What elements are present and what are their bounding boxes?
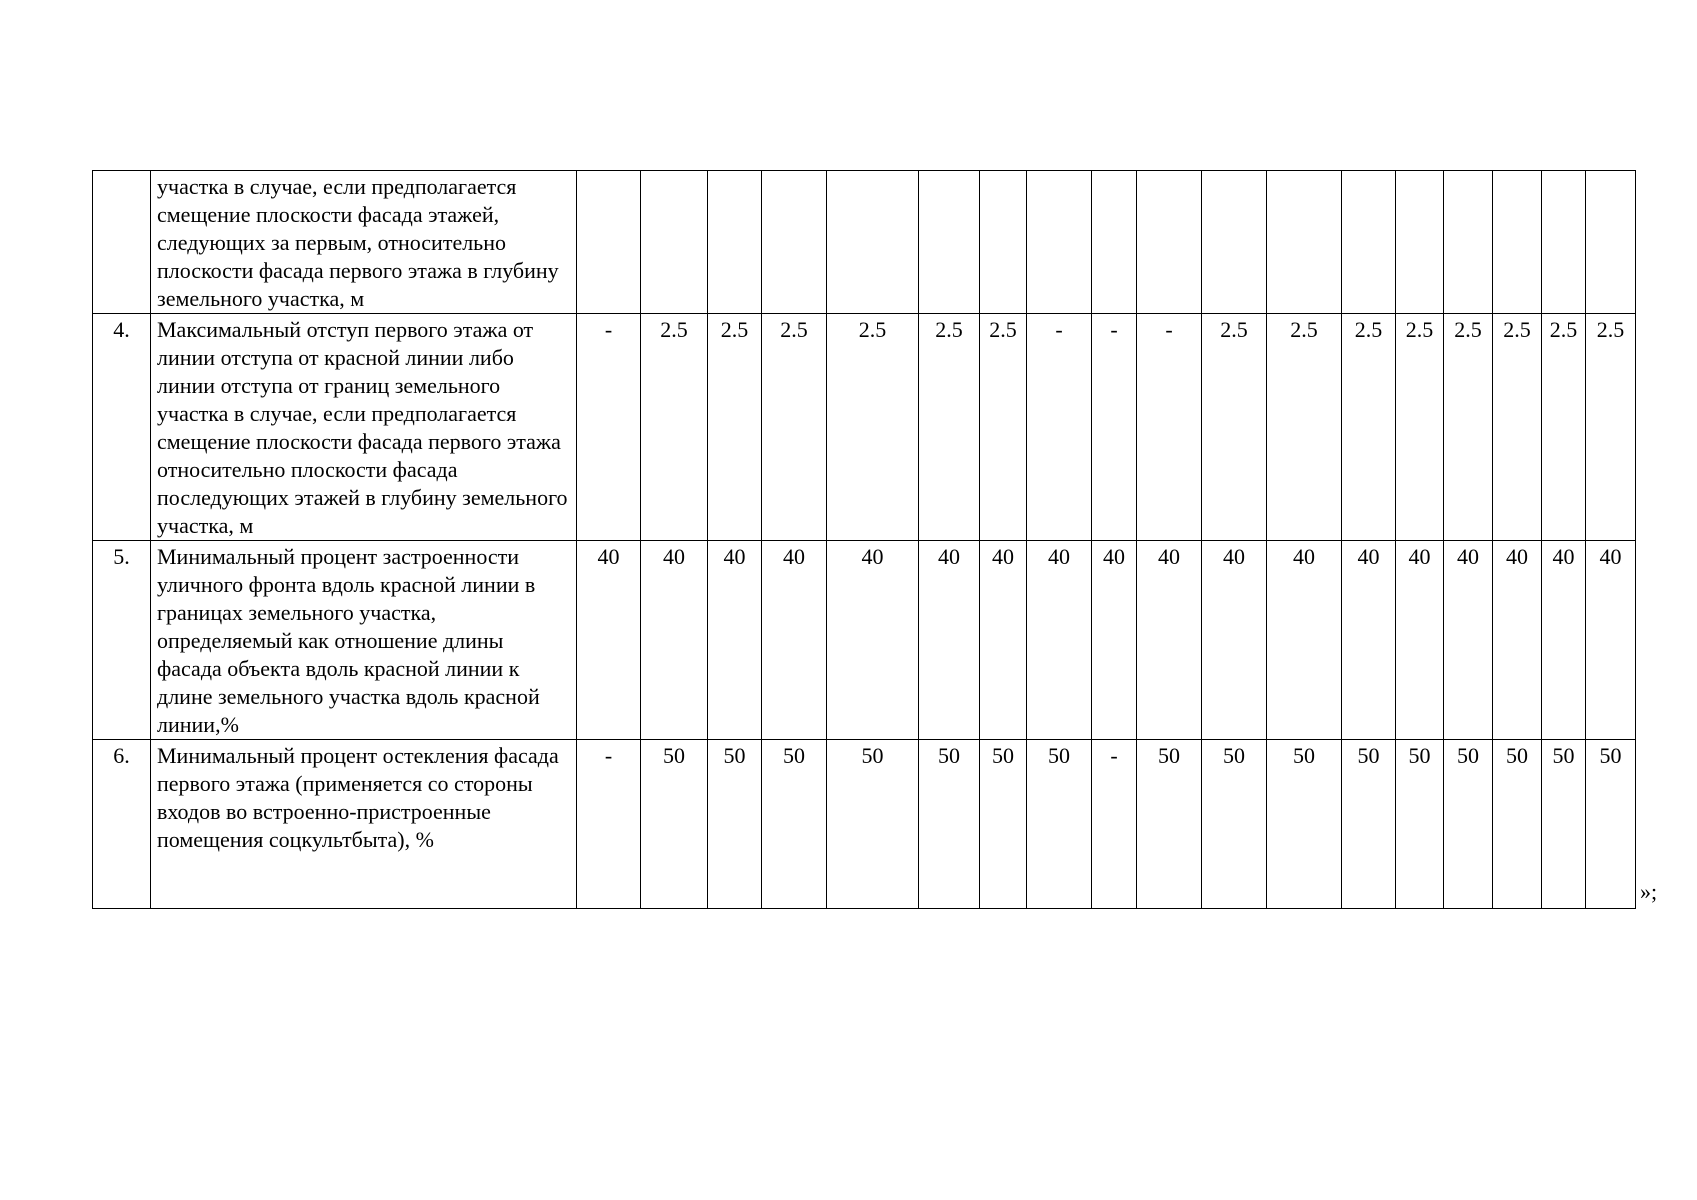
value-cell: 50 xyxy=(1137,740,1202,909)
value-cell xyxy=(762,171,827,314)
value-cell xyxy=(1202,171,1267,314)
value-cell: 2.5 xyxy=(1586,314,1636,541)
value-cell xyxy=(827,171,919,314)
value-cell: 40 xyxy=(1027,541,1092,740)
value-cell: 50 xyxy=(1493,740,1542,909)
row-description: участка в случае, если предполагается смещение плоскости фасада этажей, следующих за первым, относительно плоскости фасада первого этажа в глубину земельного участка, м xyxy=(151,171,577,314)
value-cell: 40 xyxy=(577,541,641,740)
value-cell: - xyxy=(577,740,641,909)
value-cell: 40 xyxy=(762,541,827,740)
value-cell: 40 xyxy=(1542,541,1586,740)
value-cell xyxy=(1542,171,1586,314)
value-cell xyxy=(919,171,980,314)
value-cell: 50 xyxy=(641,740,708,909)
value-cell: 2.5 xyxy=(1342,314,1396,541)
value-cell: 2.5 xyxy=(1493,314,1542,541)
value-cell: 2.5 xyxy=(762,314,827,541)
value-cell xyxy=(577,171,641,314)
value-cell: - xyxy=(1092,740,1137,909)
row-number: 6. xyxy=(93,740,151,909)
value-cell: 2.5 xyxy=(827,314,919,541)
row-number xyxy=(93,171,151,314)
row-description: Минимальный процент застроенности уличного фронта вдоль красной линии в границах земельного участка, определяемый как отношение длины фасада объекта вдоль красной линии к длине земельного участка вдоль красной линии,% xyxy=(151,541,577,740)
value-cell: 40 xyxy=(1586,541,1636,740)
value-cell xyxy=(1493,171,1542,314)
value-cell: 50 xyxy=(1586,740,1636,909)
value-cell: 40 xyxy=(1396,541,1444,740)
value-cell: 50 xyxy=(1027,740,1092,909)
value-cell: - xyxy=(1137,314,1202,541)
table-row xyxy=(93,314,1636,541)
row-description: Максимальный отступ первого этажа от линии отступа от красной линии либо линии отступа от границ земельного участка в случае, если предполагается смещение плоскости фасада первого этажа относительно плоскости фасада последующих этажей в глубину земельного участка, м xyxy=(151,314,577,541)
value-cell: 40 xyxy=(1202,541,1267,740)
value-cell: 2.5 xyxy=(1202,314,1267,541)
value-cell: 40 xyxy=(1137,541,1202,740)
value-cell: 50 xyxy=(1396,740,1444,909)
row-number: 4. xyxy=(93,314,151,541)
closing-quote-mark: »; xyxy=(1640,879,1658,904)
value-cell: 40 xyxy=(708,541,762,740)
value-cell: 2.5 xyxy=(980,314,1027,541)
value-cell: 50 xyxy=(1542,740,1586,909)
table-body xyxy=(93,171,1636,909)
value-cell xyxy=(1027,171,1092,314)
value-cell: - xyxy=(1027,314,1092,541)
table-row xyxy=(93,171,1636,314)
value-cell: 50 xyxy=(1267,740,1342,909)
value-cell xyxy=(1092,171,1137,314)
value-cell: 2.5 xyxy=(1444,314,1493,541)
value-cell: - xyxy=(1092,314,1137,541)
value-cell xyxy=(1444,171,1493,314)
value-cell: 40 xyxy=(1267,541,1342,740)
table-row xyxy=(93,541,1636,740)
value-cell xyxy=(1586,171,1636,314)
value-cell xyxy=(708,171,762,314)
value-cell: 40 xyxy=(641,541,708,740)
value-cell: 2.5 xyxy=(1542,314,1586,541)
row-number: 5. xyxy=(93,541,151,740)
value-cell: 40 xyxy=(827,541,919,740)
value-cell: 50 xyxy=(708,740,762,909)
value-cell: 2.5 xyxy=(919,314,980,541)
value-cell: 50 xyxy=(1342,740,1396,909)
value-cell: 40 xyxy=(919,541,980,740)
value-cell: 2.5 xyxy=(708,314,762,541)
value-cell: 50 xyxy=(827,740,919,909)
value-cell xyxy=(1342,171,1396,314)
table-row xyxy=(93,740,1636,909)
value-cell: 50 xyxy=(1202,740,1267,909)
regulations-table xyxy=(92,170,1636,909)
value-cell xyxy=(1137,171,1202,314)
value-cell: 40 xyxy=(980,541,1027,740)
value-cell xyxy=(1267,171,1342,314)
value-cell: 40 xyxy=(1092,541,1137,740)
value-cell: 50 xyxy=(1444,740,1493,909)
value-cell: 50 xyxy=(919,740,980,909)
value-cell xyxy=(641,171,708,314)
value-cell: 40 xyxy=(1493,541,1542,740)
value-cell: - xyxy=(577,314,641,541)
value-cell: 50 xyxy=(762,740,827,909)
value-cell: 2.5 xyxy=(641,314,708,541)
value-cell: 40 xyxy=(1444,541,1493,740)
value-cell: 2.5 xyxy=(1396,314,1444,541)
value-cell: 40 xyxy=(1342,541,1396,740)
value-cell: 2.5 xyxy=(1267,314,1342,541)
value-cell xyxy=(1396,171,1444,314)
row-description: Минимальный процент остекления фасада первого этажа (применяется со стороны входов во встроенно-пристроенные помещения соцкультбыта), % xyxy=(151,740,577,909)
value-cell xyxy=(980,171,1027,314)
value-cell: 50 xyxy=(980,740,1027,909)
